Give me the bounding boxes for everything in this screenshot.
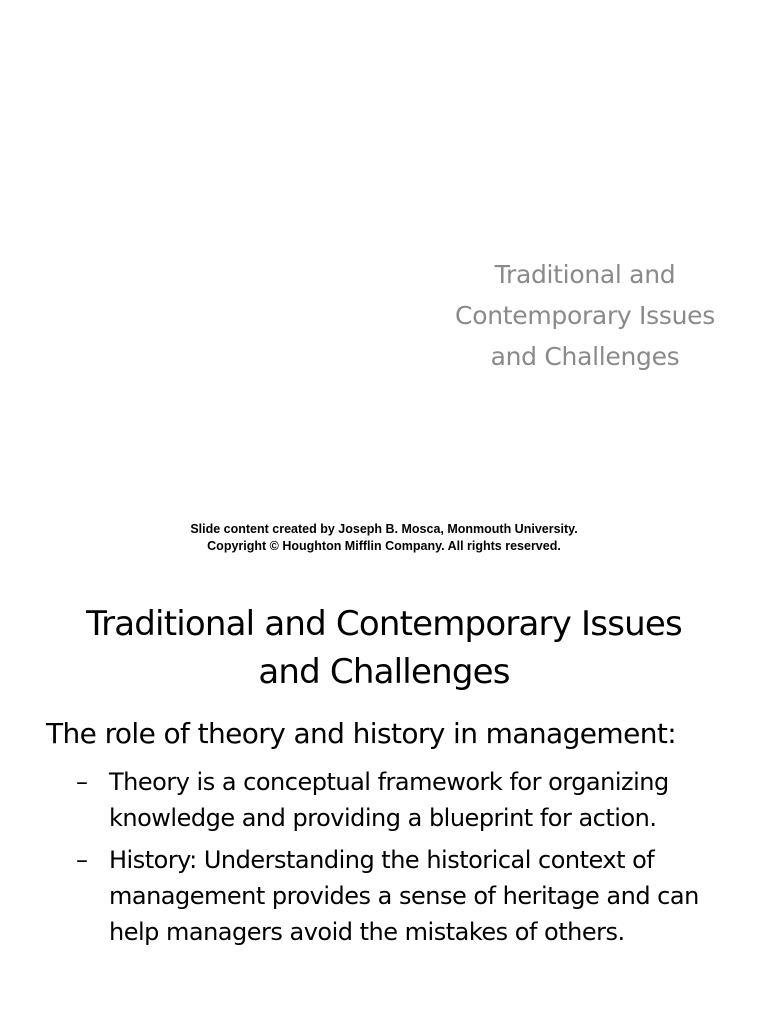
sub-bullet-theory — [76, 764, 736, 836]
slide-title — [20, 600, 748, 696]
bullet-text — [109, 842, 736, 950]
dash-marker: – — [76, 846, 88, 874]
subtitle-line: Contemporary Issues — [455, 301, 715, 330]
slide-credits — [0, 521, 768, 555]
subtitle-line: Traditional and — [494, 260, 676, 289]
title-line: and Challenges — [258, 652, 510, 692]
content-slide — [0, 576, 768, 1024]
slide-subtitle — [420, 254, 750, 377]
bullet-line: History: Understanding the historical context of — [109, 846, 655, 874]
bullet-line: help managers avoid the mistakes of others. — [109, 918, 625, 946]
sub-bullet-history — [76, 842, 736, 950]
bullet-text — [109, 764, 736, 836]
subtitle-line: and Challenges — [490, 342, 680, 371]
copyright-line: Copyright © Houghton Mifflin Company. All rights reserved. — [207, 539, 561, 553]
credits-line: Slide content created by Joseph B. Mosca, Monmouth University. — [190, 522, 578, 536]
bullet-line: management provides a sense of heritage and can — [109, 882, 699, 910]
title-line: Traditional and Contemporary Issues — [86, 604, 682, 644]
lead-bullet: The role of theory and history in management: — [46, 717, 677, 750]
dash-marker: – — [76, 768, 88, 796]
bullet-line: knowledge and providing a blueprint for action. — [109, 804, 657, 832]
bullet-line: Theory is a conceptual framework for organizing — [109, 768, 669, 796]
